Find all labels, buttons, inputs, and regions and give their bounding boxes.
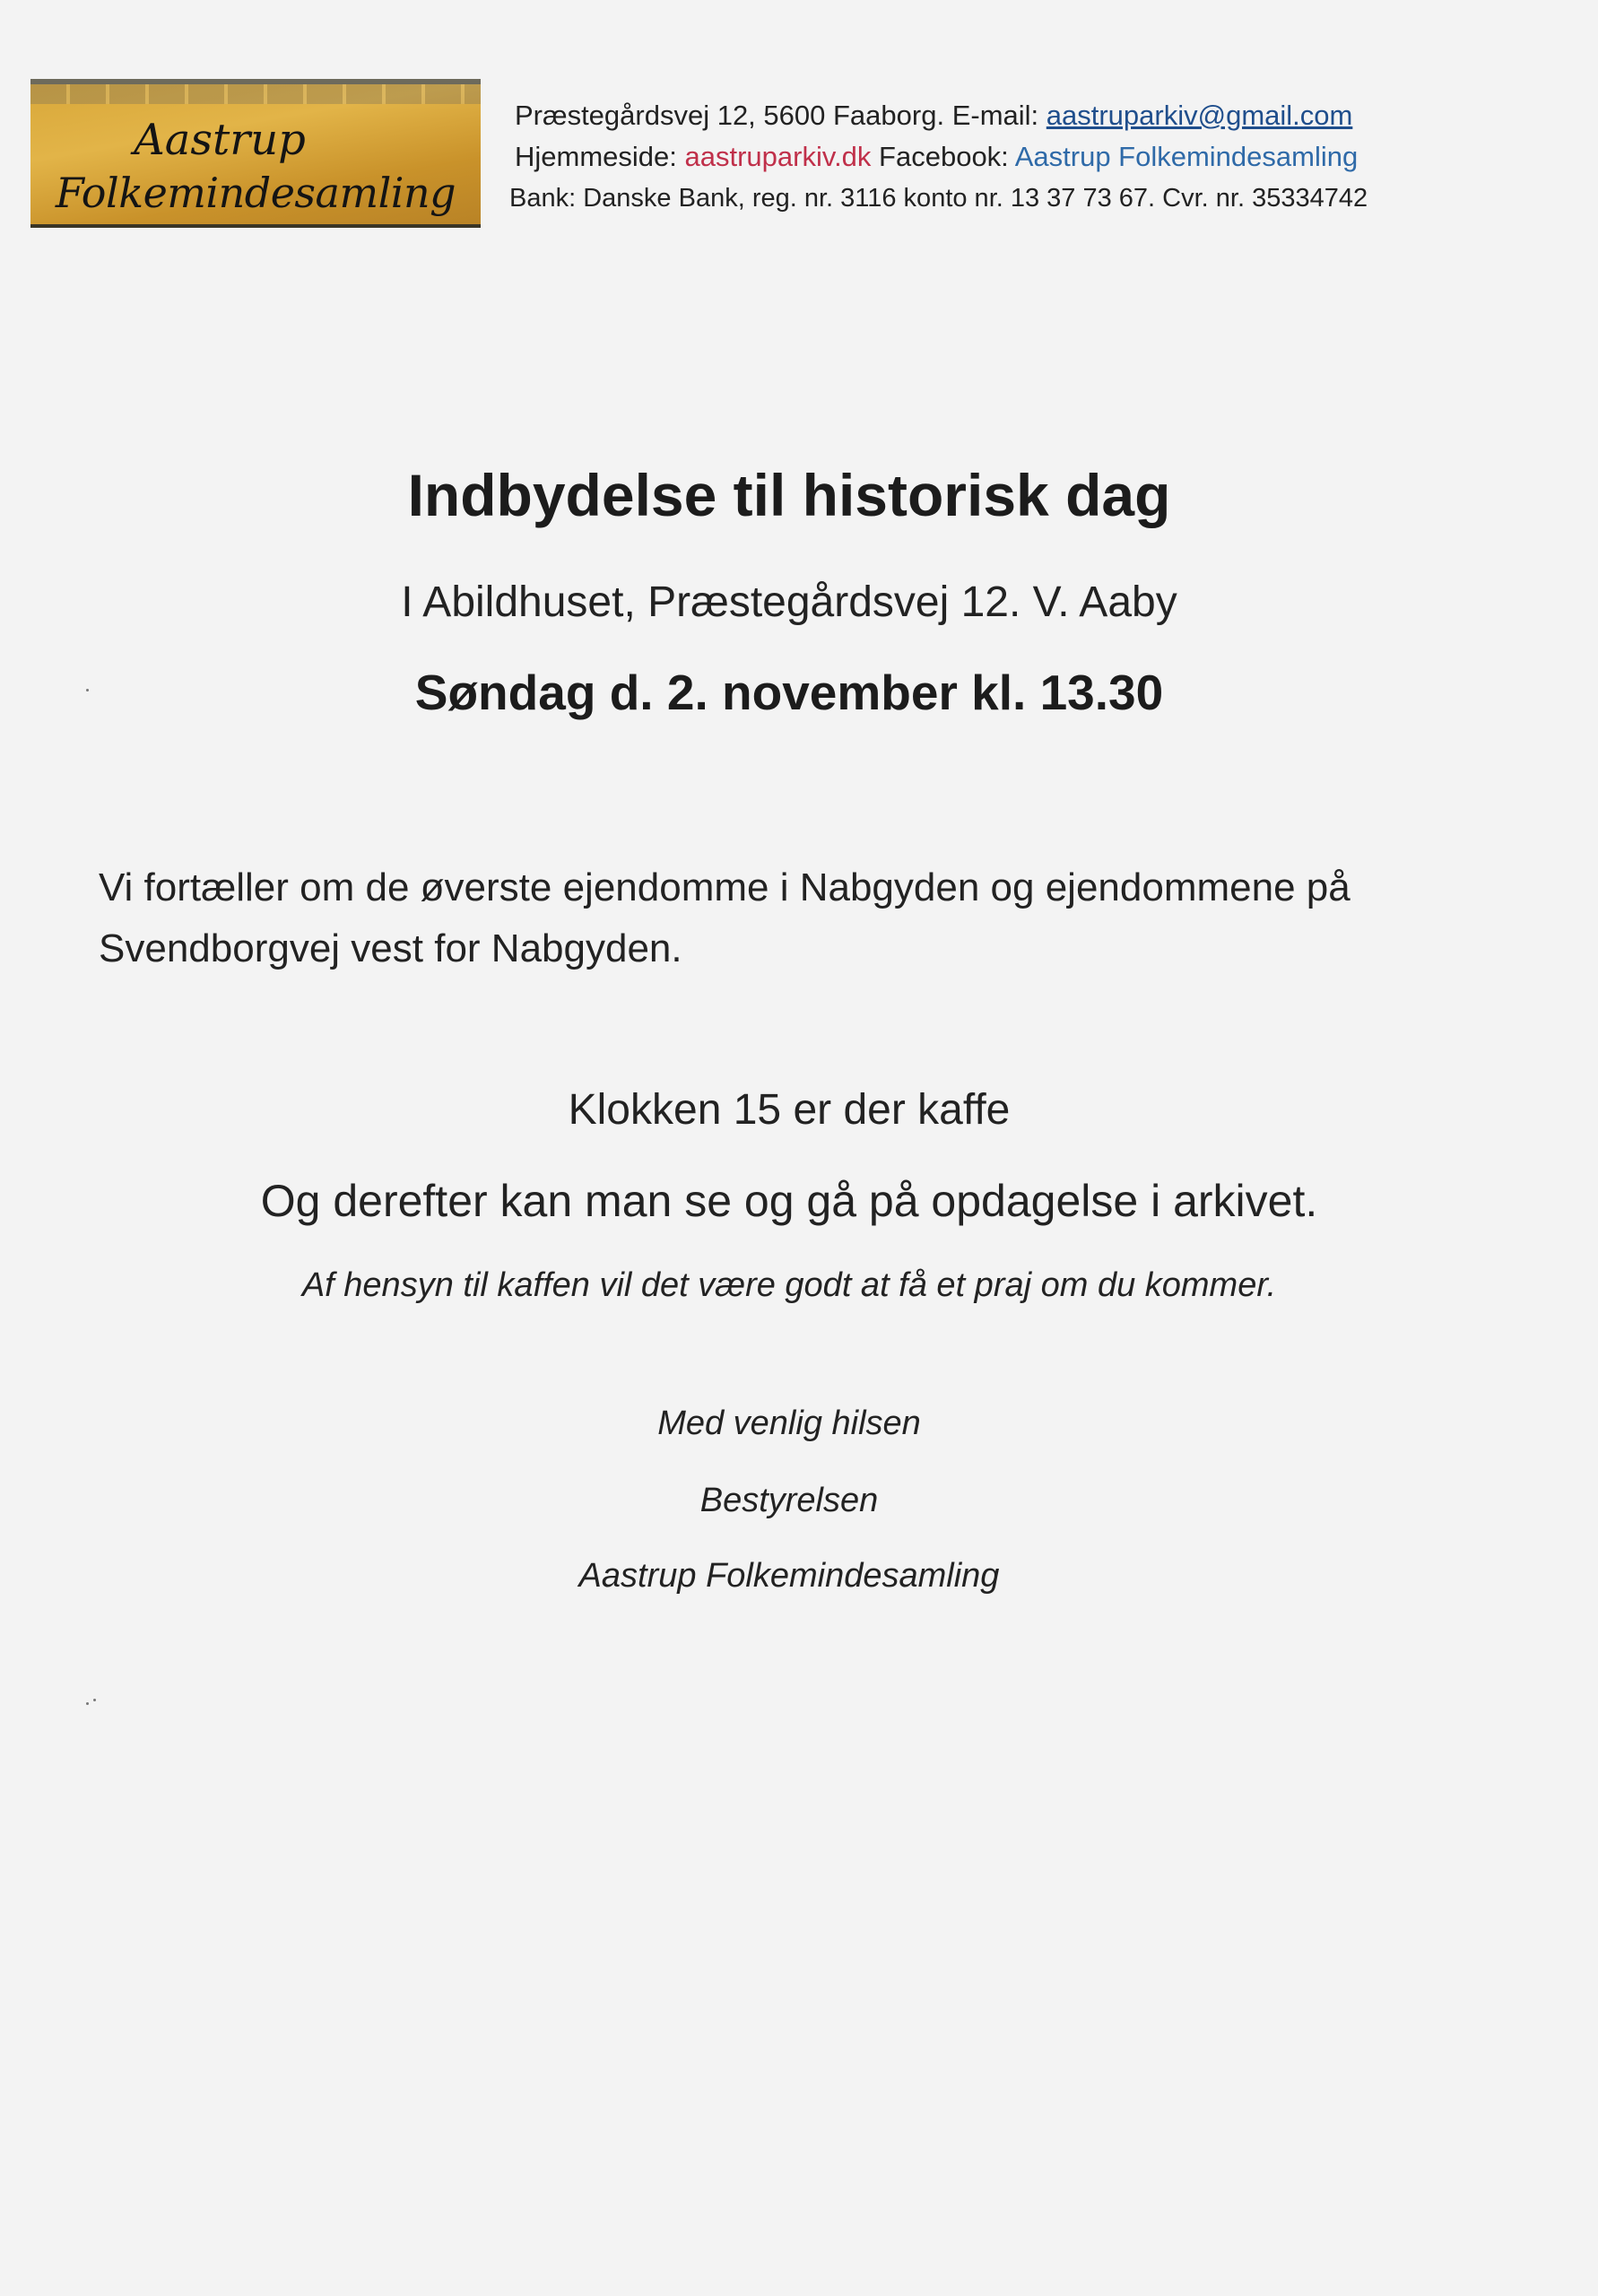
scan-speck bbox=[86, 1702, 89, 1705]
contact-row-address bbox=[515, 95, 1368, 136]
signature-board: Bestyrelsen bbox=[699, 1482, 879, 1519]
rsvp-note: Af hensyn til kaffen vil det være godt at få et praj om du kommer. bbox=[301, 1266, 1277, 1304]
scan-speck bbox=[93, 1699, 96, 1701]
scan-speck bbox=[86, 689, 89, 691]
organization-logo bbox=[30, 79, 481, 228]
web-label: Hjemmeside: bbox=[515, 141, 677, 172]
archive-explore-text: Og derefter kan man se og gå på opdagelse i arkivet. bbox=[260, 1176, 1318, 1226]
letterhead-contact bbox=[509, 95, 1368, 219]
website-link[interactable]: aastruparkiv.dk bbox=[684, 141, 872, 172]
bank-details: Bank: Danske Bank, reg. nr. 3116 konto nr. 13 37 73 67. Cvr. nr. 35334742 bbox=[509, 184, 1368, 213]
logo-text-line1: Aastrup bbox=[134, 115, 306, 165]
event-description: Vi fortæller om de øverste ejendomme i Nabgyden og ejendommene på Svendborgvej vest for Nabgyden. bbox=[99, 865, 1350, 970]
signature-organization: Aastrup Folkemindesamling bbox=[578, 1557, 1000, 1595]
facebook-label: Facebook: bbox=[879, 141, 1009, 172]
address-text: Præstegårdsvej 12, 5600 Faaborg. bbox=[515, 100, 945, 131]
signature-greeting: Med venlig hilsen bbox=[657, 1405, 921, 1442]
logo-text-line2: Folkemindesamling bbox=[55, 169, 456, 217]
email-label: E-mail: bbox=[951, 100, 1039, 131]
email-link[interactable]: aastruparkiv@gmail.com bbox=[1046, 100, 1353, 131]
coffee-time: Klokken 15 er der kaffe bbox=[568, 1086, 1011, 1134]
page-title: Indbydelse til historisk dag bbox=[407, 462, 1171, 528]
event-location: I Abildhuset, Præstegårdsvej 12. V. Aaby bbox=[401, 578, 1177, 626]
contact-row-web bbox=[515, 136, 1368, 178]
facebook-link[interactable]: Aastrup Folkemindesamling bbox=[1014, 141, 1359, 172]
event-datetime: Søndag d. 2. november kl. 13.30 bbox=[414, 665, 1164, 720]
